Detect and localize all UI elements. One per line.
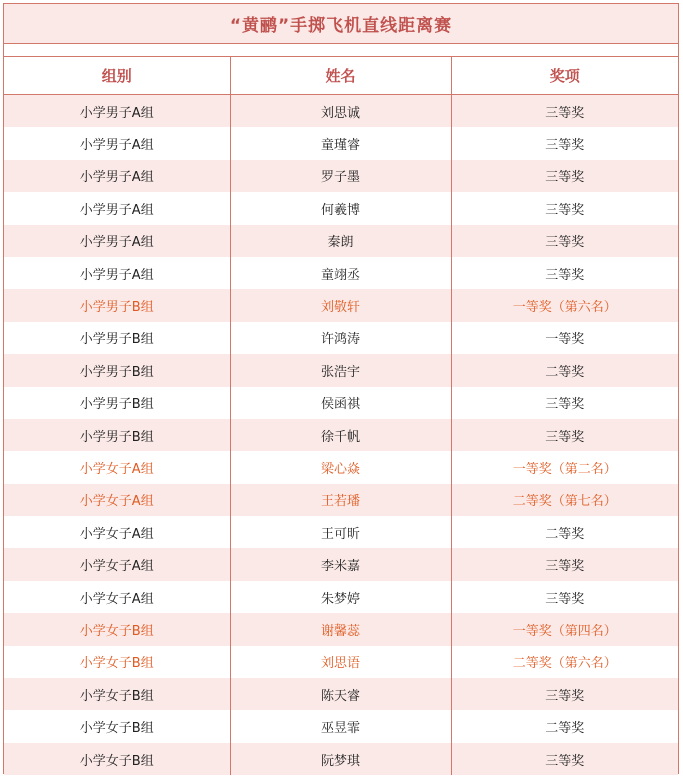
table-row: [4, 613, 678, 645]
cell-group: 小学女子A组: [4, 548, 230, 580]
cell-name: 刘思语: [230, 646, 451, 678]
cell-group: 小学女子B组: [4, 613, 230, 645]
cell-group: 小学男子B组: [4, 354, 230, 386]
cell-group: 小学男子A组: [79, 202, 154, 218]
cell-name: 刘思诚: [230, 95, 451, 128]
cell-award: 三等奖: [451, 419, 678, 451]
cell-award: 一等奖: [451, 322, 678, 354]
cell-group: 小学女子A组: [4, 484, 230, 516]
cell-name: 罗子墨: [230, 160, 451, 192]
page-title: “黄鹂”手掷飞机直线距离赛: [4, 4, 678, 44]
cell-group: 小学女子A组: [79, 526, 154, 542]
cell-name: 徐千帆: [230, 419, 451, 451]
cell-group: 小学男子B组: [4, 289, 230, 321]
cell-group: 小学男子A组: [4, 160, 230, 192]
cell-award: 三等奖: [451, 160, 678, 192]
cell-award: 三等奖: [451, 192, 678, 224]
award-table-frame: [3, 3, 679, 774]
cell-award: 二等奖（第六名）: [451, 646, 678, 678]
cell-group: 小学男子A组: [4, 95, 230, 128]
table-row: [4, 516, 678, 548]
cell-name: 陈天睿: [230, 678, 451, 710]
table-row: [4, 225, 678, 257]
cell-group: 小学男子B组: [4, 419, 230, 451]
cell-award: 三等奖: [451, 387, 678, 419]
cell-award: 二等奖: [451, 516, 678, 548]
table-row: [4, 548, 678, 580]
cell-group: 小学男子A组: [4, 225, 230, 257]
cell-group: 小学女子A组: [79, 461, 154, 477]
cell-name: 巫昱霏: [230, 710, 451, 742]
table-row: [4, 127, 678, 159]
header-group: 组别: [4, 57, 230, 95]
cell-group: 小学女子B组: [79, 656, 154, 672]
table-row: [4, 646, 678, 678]
cell-name: 李米嘉: [230, 548, 451, 580]
cell-name: 张浩宇: [230, 354, 451, 386]
cell-group: 小学男子A组: [79, 267, 154, 283]
cell-name: 许鸿涛: [230, 322, 451, 354]
table-row: [4, 484, 678, 516]
cell-award: 二等奖: [451, 710, 678, 742]
divider: [4, 44, 678, 57]
cell-award: 三等奖: [451, 678, 678, 710]
cell-name: 谢馨蕊: [230, 613, 451, 645]
cell-award: 一等奖（第二名）: [451, 451, 678, 483]
table-row: [4, 678, 678, 710]
cell-award: 三等奖: [451, 548, 678, 580]
table-row: [4, 289, 678, 321]
cell-group: 小学男子A组: [79, 138, 154, 154]
cell-name: 阮梦琪: [230, 743, 451, 775]
header-name: 姓名: [230, 57, 451, 95]
table-row: [4, 322, 678, 354]
table-row: [4, 354, 678, 386]
cell-name: 何羲博: [230, 192, 451, 224]
table-row: [4, 192, 678, 224]
cell-award: 三等奖: [451, 257, 678, 289]
cell-name: 梁心焱: [230, 451, 451, 483]
cell-name: 秦朗: [230, 225, 451, 257]
cell-group: 小学女子B组: [79, 721, 154, 737]
cell-name: 侯函祺: [230, 387, 451, 419]
header-row: [4, 57, 678, 95]
cell-group: 小学男子B组: [79, 332, 154, 348]
table-row: [4, 387, 678, 419]
cell-group: 小学女子B组: [4, 678, 230, 710]
table-body: [4, 95, 678, 776]
cell-name: 王可昕: [230, 516, 451, 548]
cell-group: 小学女子B组: [4, 743, 230, 775]
cell-group: 小学女子A组: [79, 591, 154, 607]
cell-award: 一等奖（第六名）: [451, 289, 678, 321]
table-row: [4, 743, 678, 775]
cell-award: 二等奖（第七名）: [451, 484, 678, 516]
table-row: [4, 160, 678, 192]
table-row: [4, 257, 678, 289]
table-row: [4, 581, 678, 613]
cell-name: 王若璠: [230, 484, 451, 516]
results-table: [4, 57, 678, 775]
table-row: [4, 95, 678, 128]
header-award: 奖项: [451, 57, 678, 95]
cell-name: 刘敬轩: [230, 289, 451, 321]
cell-award: 二等奖: [451, 354, 678, 386]
cell-name: 童瑾睿: [230, 127, 451, 159]
cell-award: 三等奖: [451, 743, 678, 775]
cell-group: 小学男子B组: [79, 397, 154, 413]
cell-name: 朱梦婷: [230, 581, 451, 613]
table-row: [4, 451, 678, 483]
cell-name: 童翊丞: [230, 257, 451, 289]
table-row: [4, 419, 678, 451]
cell-award: 三等奖: [451, 581, 678, 613]
cell-award: 三等奖: [451, 225, 678, 257]
cell-award: 一等奖（第四名）: [451, 613, 678, 645]
cell-award: 三等奖: [451, 127, 678, 159]
cell-award: 三等奖: [451, 95, 678, 128]
table-row: [4, 710, 678, 742]
